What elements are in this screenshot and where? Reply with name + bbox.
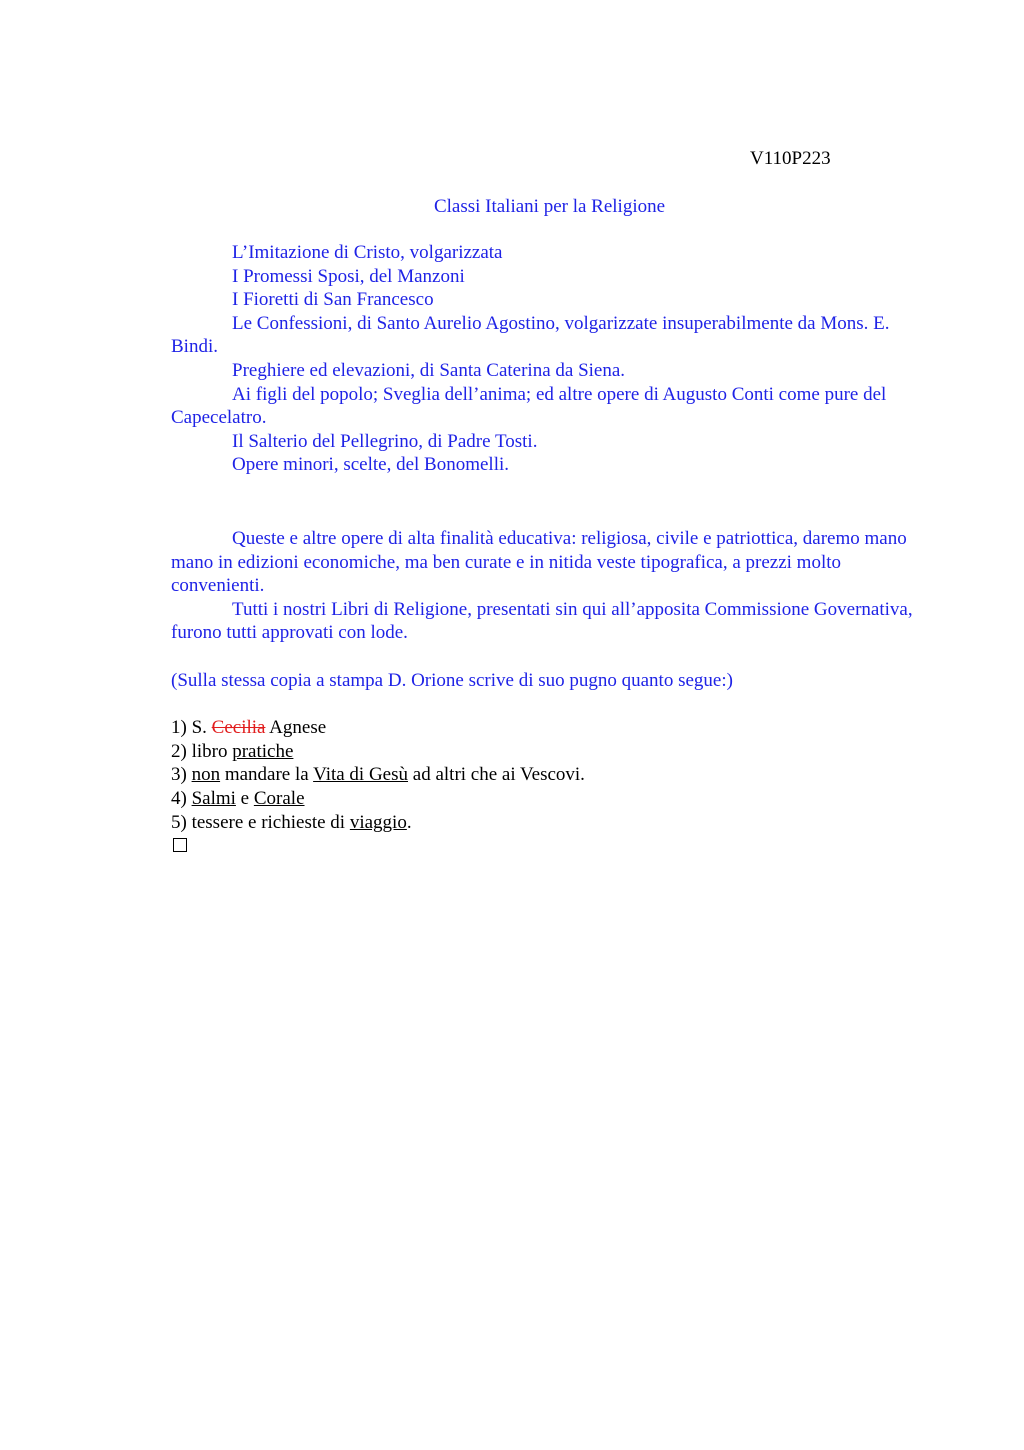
underlined-word: Salmi (191, 788, 236, 810)
item-text: . (406, 811, 412, 833)
item-text: Agnese (265, 717, 327, 738)
item-text: 2) libro (171, 740, 233, 762)
list-item (171, 763, 585, 787)
end-box-icon (173, 838, 187, 852)
book-entry: Opere minori, scelte, del Bonomelli. (232, 454, 510, 476)
item-text: e (235, 788, 254, 810)
list-item (171, 716, 585, 740)
editorial-note: (Sulla stessa copia a stampa D. Orione scrive di suo pugno quanto segue:) (171, 670, 733, 691)
list-item (171, 740, 585, 764)
item-text: mandare la (220, 764, 314, 786)
book-entry: Le Confessioni, di Santo Aurelio Agostino, volgarizzate insuperabilmente da Mons. E. Bindi. (171, 312, 890, 358)
publishing-statement (171, 527, 928, 645)
document-title: Classi Italiani per la Religione (433, 196, 666, 217)
handwritten-list (171, 716, 585, 834)
underlined-word: Vita di Gesù (313, 764, 409, 786)
book-entry: I Promessi Sposi, del Manzoni (232, 265, 465, 287)
item-text: 4) (171, 788, 192, 810)
book-entry: Preghiere ed elevazioni, di Santa Caterina da Siena. (232, 359, 626, 381)
list-item (171, 811, 585, 835)
book-list (171, 241, 928, 477)
item-text: 1) S. (171, 717, 212, 738)
item-text: 3) (171, 764, 192, 786)
item-text: ad altri che ai Vescovi. (408, 764, 585, 786)
body-paragraph: Queste e altre opere di alta finalità educativa: religiosa, civile e patriottica, daremo mano mano in edizioni economiche, ma ben curate e in nitida veste tipografica, a prezzi molto convenienti. (171, 528, 907, 597)
book-entry: Ai figli del popolo; Sveglia dell’anima; ed altre opere di Augusto Conti come pure del Capecelatro. (171, 383, 887, 429)
body-paragraph: Tutti i nostri Libri di Religione, presentati sin qui all’apposita Commissione Governativa, furono tutti approvati con lode. (171, 598, 913, 644)
list-item (171, 787, 585, 811)
item-text: 5) tessere e richieste di (171, 811, 350, 833)
book-entry: I Fioretti di San Francesco (232, 289, 434, 311)
page-reference: V110P223 (750, 148, 831, 169)
underlined-word: non (191, 764, 221, 786)
underlined-word: pratiche (232, 740, 294, 762)
book-entry: Il Salterio del Pellegrino, di Padre Tosti. (232, 430, 538, 452)
struck-word: Cecilia (211, 717, 266, 738)
underlined-word: Corale (253, 788, 305, 810)
book-entry: L’Imitazione di Cristo, volgarizzata (232, 242, 503, 263)
underlined-word: viaggio (349, 811, 407, 833)
